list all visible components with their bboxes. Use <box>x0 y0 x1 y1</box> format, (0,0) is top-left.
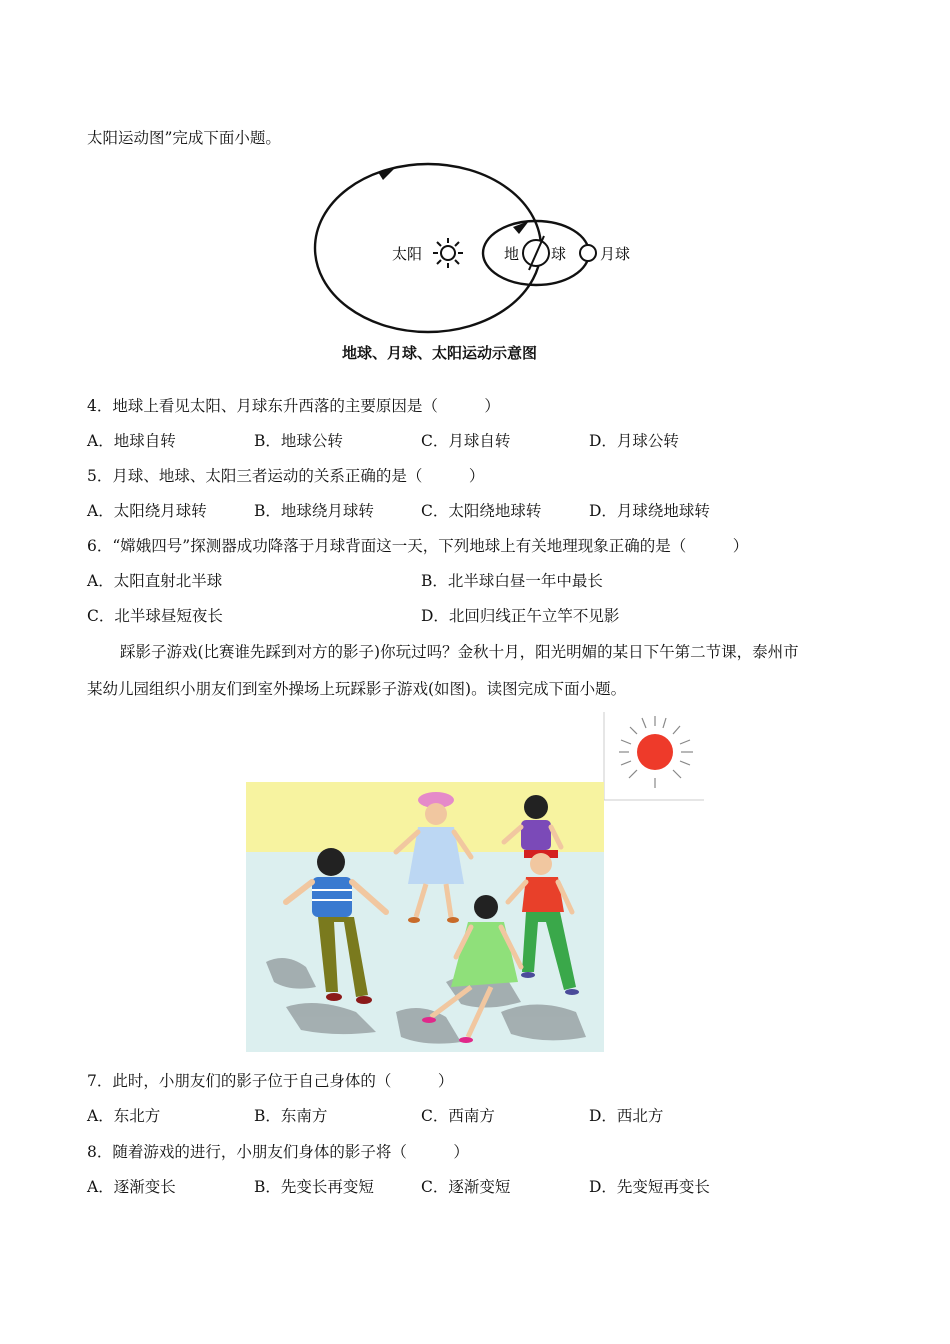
question-5-option-c[interactable]: C．太阳绕地球转 <box>421 502 542 520</box>
sun-icon <box>433 238 463 268</box>
earth-moon-sun-diagram <box>300 158 660 340</box>
question-7-option-b[interactable]: B．东南方 <box>254 1107 328 1125</box>
question-5-option-b[interactable]: B．地球绕月球转 <box>254 502 374 520</box>
question-5-stem: 5．月球、地球、太阳三者运动的关系正确的是（ ） <box>87 467 485 485</box>
moon-icon <box>580 245 596 261</box>
question-7-option-d[interactable]: D．西北方 <box>589 1107 664 1125</box>
question-4-option-d[interactable]: D．月球公转 <box>589 432 679 450</box>
question-7-option-a[interactable]: A．东北方 <box>87 1107 161 1125</box>
question-5-option-a[interactable]: A．太阳绕月球转 <box>87 502 207 520</box>
question-5-option-d[interactable]: D．月球绕地球转 <box>589 502 710 520</box>
question-6-option-a[interactable]: A．太阳直射北半球 <box>87 572 223 590</box>
question-6-option-d[interactable]: D．北回归线正午立竿不见影 <box>421 607 620 625</box>
question-8-option-a[interactable]: A．逐渐变长 <box>87 1178 176 1196</box>
passage-line-2: 某幼儿园组织小朋友们到室外操场上玩踩影子游戏(如图)。读图完成下面小题。 <box>87 680 627 698</box>
question-6-stem: 6．“嫦娥四号”探测器成功降落于月球背面这一天，下列地球上有关地理现象正确的是（ ） <box>87 537 749 555</box>
question-7-stem: 7．此时，小朋友们的影子位于自己身体的（ ） <box>87 1072 454 1090</box>
question-6-option-c[interactable]: C．北半球昼短夜长 <box>87 607 223 625</box>
intro-line: 太阳运动图”完成下面小题。 <box>87 129 281 147</box>
sun-panel <box>604 712 704 800</box>
sun-red-icon <box>619 716 693 788</box>
question-4-option-a[interactable]: A．地球自转 <box>87 432 176 450</box>
question-4-option-c[interactable]: C．月球自转 <box>421 432 511 450</box>
question-6-option-b[interactable]: B．北半球白昼一年中最长 <box>421 572 603 590</box>
question-8-option-b[interactable]: B．先变长再变短 <box>254 1178 374 1196</box>
question-8-stem: 8．随着游戏的进行，小朋友们身体的影子将（ ） <box>87 1143 469 1161</box>
question-8-option-d[interactable]: D．先变短再变长 <box>589 1178 710 1196</box>
shadow-game-illustration <box>246 712 706 1052</box>
question-4-stem: 4．地球上看见太阳、月球东升西落的主要原因是（ ） <box>87 397 500 415</box>
passage-line-1: 踩影子游戏(比赛谁先踩到对方的影子)你玩过吗？金秋十月，阳光明媚的某日下午第二节课，泰州市 <box>120 643 799 661</box>
question-7-option-c[interactable]: C．西南方 <box>421 1107 495 1125</box>
earth-label-left: 地 <box>504 245 520 263</box>
earth-label-right: 球 <box>551 245 567 263</box>
sun-label: 太阳 <box>392 245 423 263</box>
question-4-option-b[interactable]: B．地球公转 <box>254 432 343 450</box>
moon-label: 月球 <box>600 245 631 263</box>
question-8-option-c[interactable]: C．逐渐变短 <box>421 1178 511 1196</box>
diagram-caption: 地球、月球、太阳运动示意图 <box>342 344 538 362</box>
